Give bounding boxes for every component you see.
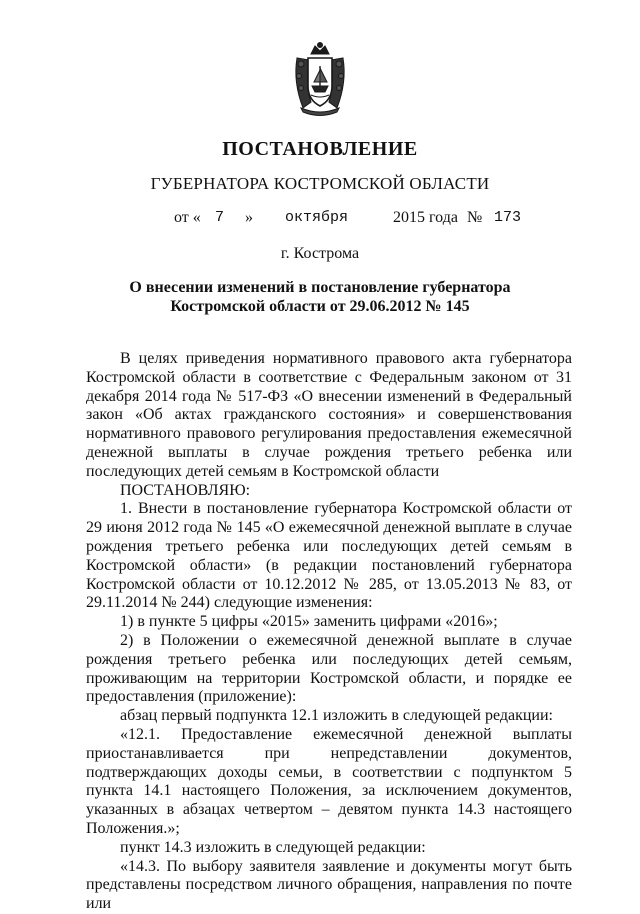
date-close-quote: » — [245, 209, 253, 226]
subitem-12-1-text: «12.1. Предоставление ежемесячной денежной выплаты приостанавливается при непредставлении документов, подтверждающих доходы семьи, в соответствии с подпунктом 5 пункта 14.1 настоящего Положения, за исключением документов, указанных в абзацах четвертом – девятом пункта 14.3 настоящего Положения.»; — [86, 725, 572, 837]
document-body — [86, 350, 572, 914]
document-heading — [0, 278, 640, 316]
item-14-3-intro: пункт 14.3 изложить в следующей редакции: — [120, 838, 426, 856]
date-year: 2015 года — [393, 209, 458, 226]
date-day: 7 — [215, 209, 225, 226]
document-type-title: ПОСТАНОВЛЕНИЕ — [222, 138, 418, 160]
subitem-12-1-intro: абзац первый подпункта 12.1 изложить в следующей редакции: — [120, 707, 553, 725]
date-prefix: от « — [174, 209, 201, 226]
resolve-line: ПОСТАНОВЛЯЮ: — [120, 481, 251, 499]
issuer-subtitle: ГУБЕРНАТОРА КОСТРОМСКОЙ ОБЛАСТИ — [150, 174, 490, 193]
document-number: 173 — [494, 209, 522, 226]
number-sign: № — [467, 209, 483, 226]
coat-of-arms-icon — [291, 42, 349, 116]
item-1-paragraph: 1. Внести в постановление губернатора Костромской области от 29 июня 2012 года № 145 «О ежемесячной денежной выплате в случае рождения третьего ребенка или последующих детей семьям в Костромской области» (в редакции постановлений губернатора Костромской области от 10.12.2012 № 285, от 13.05.2013 № 83, от 29.11.2014 № 244) следующие изменения: — [86, 500, 572, 612]
date-line — [0, 209, 640, 231]
item-14-3-text: «14.3. По выбору заявителя заявление и документы могут быть представлены посредством личного обращения, направления по почте или — [86, 857, 572, 913]
item-1-1-paragraph: 1) в пункте 5 цифры «2015» заменить цифрами «2016»; — [120, 613, 498, 631]
date-month: октября — [285, 209, 349, 226]
item-1-2-paragraph: 2) в Положении о ежемесячной денежной выплате в случае рождения третьего ребенка или последующих детей семьям, проживающим на территории Костромской области, и порядке ее предоставления (приложение): — [86, 631, 572, 706]
city-line: г. Кострома — [280, 245, 360, 262]
preamble-paragraph: В целях приведения нормативного правового акта губернатора Костромской области в соответствие с Федеральным законом от 31 декабря 2014 года № 517-ФЗ «О внесении изменений в Федеральный закон «Об актах гражданского состояния» и совершенствования нормативного правового регулирования предоставления ежемесячной денежной выплаты в случае рождения третьего ребенка или последующих детей семьям в Костромской области — [86, 350, 572, 480]
document-heading-line2: Костромской области от 29.06.2012 № 145 — [170, 298, 470, 315]
document-heading-line1: О внесении изменений в постановление губернатора — [129, 279, 511, 296]
